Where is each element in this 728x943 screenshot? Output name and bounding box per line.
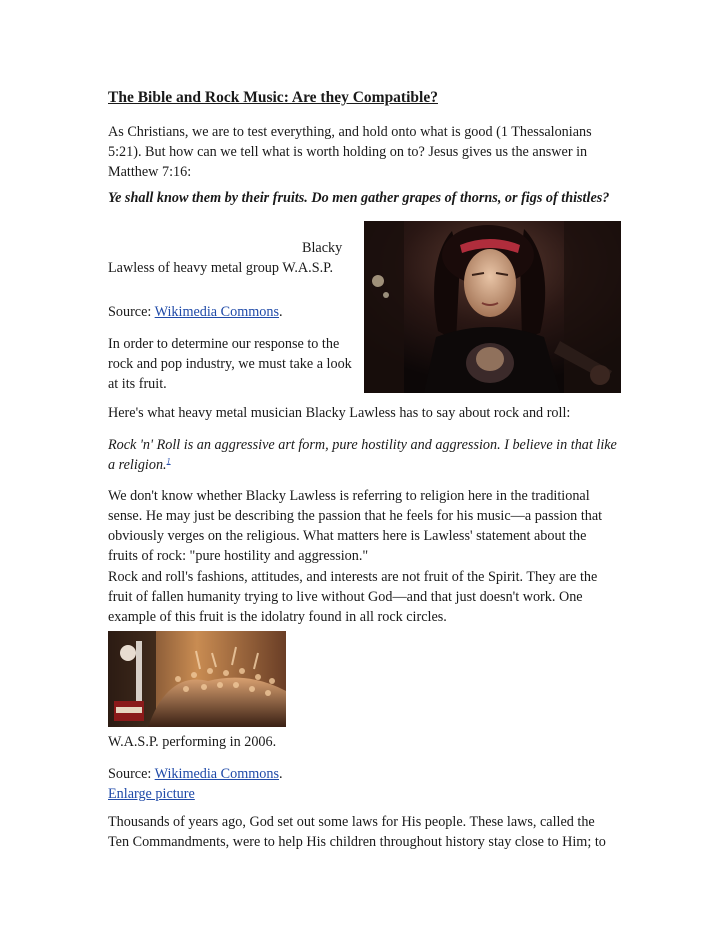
photo2-caption [108, 732, 624, 752]
religion-paragraph [108, 486, 624, 566]
quote-line: a religion. [108, 457, 167, 473]
wasp-concert-photo [108, 631, 286, 727]
photo1-caption [108, 238, 624, 278]
paragraph-line: Ten Commandments, were to help His children throughout history stay close to Him; to [108, 834, 606, 850]
photo1-source [108, 302, 624, 322]
response-paragraph [108, 334, 624, 394]
photo2-source [108, 764, 624, 804]
source-prefix: Source: [108, 304, 155, 320]
article-title: The Bible and Rock Music: Are they Compatible? [108, 89, 438, 106]
wasp-concert-image [108, 631, 286, 727]
footnote-link[interactable]: 1 [166, 456, 171, 466]
quote-line: Rock 'n' Roll is an aggressive art form, pure hostility and aggression. I believe in that like [108, 437, 617, 453]
caption-line: Blacky [302, 240, 343, 256]
paragraph-line: example of this fruit is the idolatry found in all rock circles. [108, 609, 447, 625]
scripture-quote [108, 188, 624, 208]
intro-line: Matthew 7:16: [108, 164, 192, 180]
paragraph-line: sense. He may just be describing the passion that he feels for his music—a passion that [108, 508, 603, 524]
response-line: In order to determine our response to the [108, 336, 340, 352]
paragraph-line: fruits of rock: "pure hostility and aggression." [108, 548, 369, 564]
response-line: rock and pop industry, we must take a look [108, 356, 352, 372]
source-suffix: . [279, 304, 283, 320]
source-prefix: Source: [108, 766, 155, 782]
blacky-intro-text: Here's what heavy metal musician Blacky Lawless has to say about rock and roll: [108, 405, 571, 421]
paragraph-line: fruit of fallen humanity trying to live without God—and that just doesn't work. One [108, 589, 583, 605]
intro-line: As Christians, we are to test everything, and hold onto what is good (1 Thessalonians [108, 124, 592, 140]
closing-paragraph [108, 812, 624, 852]
intro-paragraph [108, 122, 624, 182]
paragraph-line: Thousands of years ago, God set out some laws for His people. These laws, called the [108, 814, 595, 830]
wikimedia-commons-link[interactable]: Wikimedia Commons [154, 304, 279, 320]
blacky-quote [108, 435, 624, 475]
intro-line: 5:21). But how can we tell what is worth holding on to? Jesus gives us the answer in [108, 144, 588, 160]
source-suffix: . [279, 766, 283, 782]
enlarge-picture-link[interactable]: Enlarge picture [108, 786, 195, 802]
paragraph-line: We don't know whether Blacky Lawless is referring to religion here in the traditional [108, 488, 590, 504]
wikimedia-commons-link-2[interactable]: Wikimedia Commons [154, 766, 279, 782]
caption-line: Lawless of heavy metal group W.A.S.P. [108, 260, 334, 276]
response-line: at its fruit. [108, 376, 167, 392]
scripture-quote-text: Ye shall know them by their fruits. Do men gather grapes of thorns, or figs of thistles? [108, 190, 610, 206]
fashion-paragraph [108, 567, 624, 627]
blacky-intro [108, 403, 624, 423]
paragraph-line: Rock and roll's fashions, attitudes, and interests are not fruit of the Spirit. They are the [108, 569, 598, 585]
paragraph-line: obviously verges on the religious. What matters here is Lawless' statement about the [108, 528, 587, 544]
caption2-text: W.A.S.P. performing in 2006. [108, 734, 277, 750]
